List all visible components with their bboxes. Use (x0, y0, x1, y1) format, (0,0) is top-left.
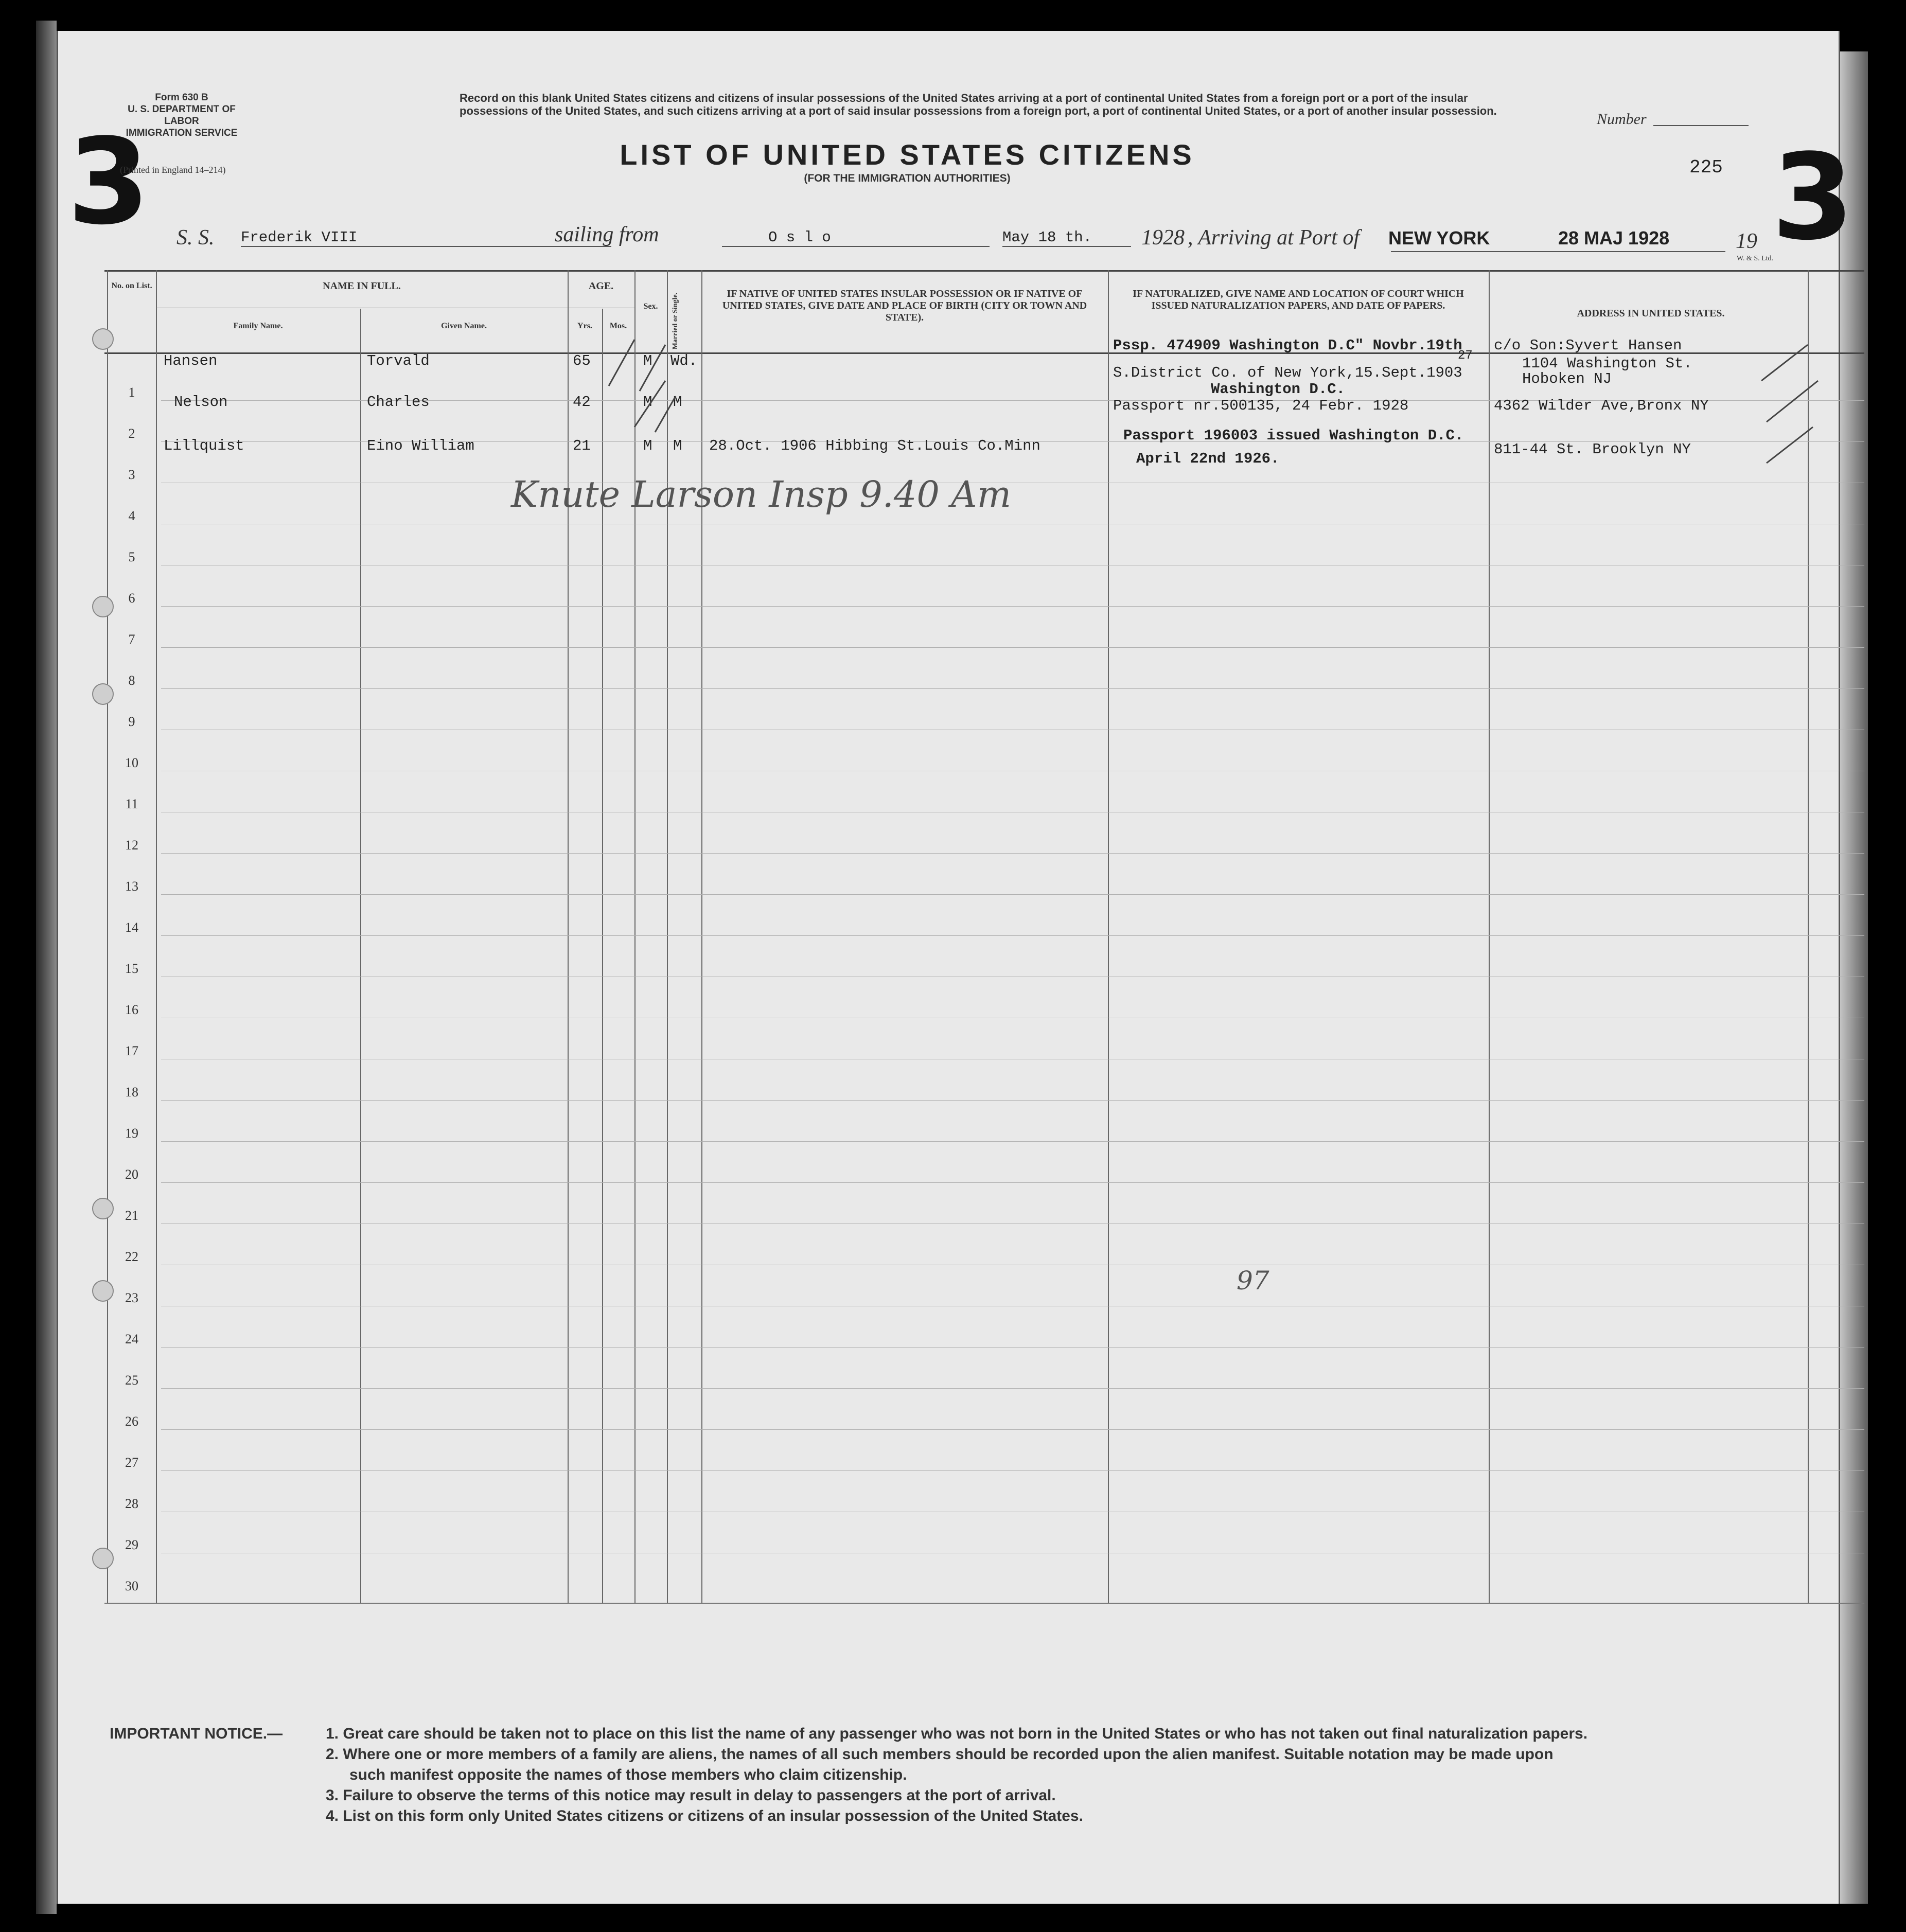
entry-3-naturalized-2: April 22nd 1926. (1136, 450, 1280, 467)
notice-label: IMPORTANT NOTICE.— (110, 1725, 283, 1742)
row-rule (161, 935, 1864, 936)
row-number: 16 (125, 1002, 138, 1017)
row-rule (161, 853, 1864, 854)
row-rule (161, 1388, 1864, 1389)
header-sex: Sex. (643, 302, 658, 311)
entry-1-naturalized-1: Pssp. 474909 Washington D.C" Novbr.19th (1113, 337, 1462, 354)
entry-1-family: Hansen (164, 352, 218, 369)
form-number: Form 630 B (155, 92, 208, 103)
printed-in-note: (Printed in England 14–214) (120, 165, 226, 175)
header-name-in-full: NAME IN FULL. (323, 280, 401, 292)
entry-2-family: Nelson (174, 394, 228, 411)
sailing-from-label: sailing from (555, 223, 659, 246)
document-sheet (57, 31, 1855, 1904)
header-no-on-list: No. on List. (111, 281, 152, 290)
row-number: 18 (125, 1085, 138, 1100)
row-number: 22 (125, 1249, 138, 1264)
row-number: 11 (125, 796, 138, 811)
row-rule (161, 1429, 1864, 1430)
sheet-number-right: 3 (1772, 129, 1855, 267)
row-rule (161, 606, 1864, 607)
number-underline (1653, 125, 1749, 126)
row-number: 23 (125, 1290, 138, 1305)
row-number: 9 (128, 714, 135, 729)
form-subtitle: (FOR THE IMMIGRATION AUTHORITIES) (804, 172, 1011, 184)
row-number: 5 (128, 550, 135, 564)
entry-1-address-3: Hoboken NJ (1522, 370, 1612, 387)
entry-1-age: 65 (573, 352, 591, 369)
entry-1-address-1: c/o Son:Syvert Hansen (1494, 337, 1682, 354)
col-line-2 (360, 309, 361, 1603)
row-number: 3 (128, 467, 135, 482)
entry-3-birth: 28.Oct. 1906 Hibbing St.Louis Co.Minn (709, 437, 1040, 454)
row-rule (161, 1100, 1864, 1101)
col-line-8 (1108, 270, 1109, 1603)
col-line-9 (1489, 270, 1490, 1603)
table-top-rule (104, 270, 1864, 272)
entry-2-naturalized-1: Washington D.C. (1211, 381, 1346, 398)
row-number: 20 (125, 1167, 138, 1182)
row-number: 10 (125, 755, 138, 770)
entry-1-naturalized-note: 27 (1458, 349, 1473, 363)
entry-3-sex: M (643, 437, 652, 454)
row-number: 30 (125, 1579, 138, 1593)
table-bottom-rule (104, 1603, 1864, 1604)
entry-3-family: Lillquist (164, 437, 244, 454)
sheet-left-edge (36, 21, 57, 1914)
check-marks (604, 319, 707, 473)
row-number: 12 (125, 838, 138, 853)
port-from: O s l o (722, 229, 990, 247)
sheet-right-edge (1837, 51, 1868, 1904)
header-given-name: Given Name. (441, 322, 487, 330)
department-name: U. S. DEPARTMENT OF LABOR (128, 104, 236, 127)
sailing-year: 1928 (1141, 226, 1185, 250)
punch-hole (92, 328, 114, 350)
arrival-port: NEW YORK (1388, 227, 1490, 249)
entry-3-marital: M (673, 437, 682, 454)
punch-hole (92, 596, 114, 617)
row-number: 8 (128, 673, 135, 688)
entry-1-sex: M (643, 352, 652, 369)
row-number: 14 (125, 920, 138, 935)
row-number: 6 (128, 591, 135, 606)
printer-mark: W. & S. Ltd. (1737, 255, 1774, 262)
row-number: 13 (125, 879, 138, 894)
row-rule (161, 1347, 1864, 1348)
punch-hole (92, 1548, 114, 1569)
entry-2-address-1: 4362 Wilder Ave,Bronx NY (1494, 397, 1709, 414)
row-number: 28 (125, 1496, 138, 1511)
row-rule (161, 1182, 1864, 1183)
entry-3-address-1: 811-44 St. Brooklyn NY (1494, 441, 1691, 458)
entry-2-naturalized-2: Passport nr.500135, 24 Febr. 1928 (1113, 397, 1409, 414)
col-line-1 (156, 270, 157, 1603)
header-mos: Mos. (609, 322, 627, 330)
entry-2-sex: M (643, 394, 652, 411)
entry-2-given: Charles (367, 394, 430, 411)
ship-name: Frederik VIII (241, 229, 611, 247)
year-suffix: 19 (1736, 229, 1757, 253)
header-naturalized: IF NATURALIZED, GIVE NAME AND LOCATION OF COURT WHICH ISSUED NATURALIZATION PAPERS, AND DATE OF PAPERS. (1133, 288, 1464, 311)
row-number: 2 (128, 426, 135, 441)
row-number: 4 (128, 508, 135, 523)
punch-hole (92, 1198, 114, 1219)
header-family-name: Family Name. (233, 322, 283, 330)
entry-3-age: 21 (573, 437, 591, 454)
header-married-single: Married or Single. (672, 292, 679, 350)
sailing-date: May 18 th. (1002, 229, 1131, 247)
entry-3-naturalized-1: Passport 196003 issued Washington D.C. (1123, 427, 1464, 444)
sheet-number-left: 3 (67, 114, 150, 251)
entry-2-age: 42 (573, 394, 591, 411)
row-rule (161, 1470, 1864, 1471)
punch-hole (92, 683, 114, 705)
number-label: Number (1597, 111, 1647, 128)
entry-1-given: Torvald (367, 352, 430, 369)
service-name: IMMIGRATION SERVICE (126, 128, 238, 138)
row-number: 17 (125, 1043, 138, 1058)
number-field (1597, 111, 1751, 128)
row-number: 7 (128, 632, 135, 647)
row-number: 25 (125, 1373, 138, 1388)
handwritten-inspector-note: Knute Larson Insp 9.40 Am (511, 473, 1012, 516)
header-yrs: Yrs. (577, 322, 592, 330)
address-check-marks (1751, 334, 1833, 473)
row-number: 27 (125, 1455, 138, 1470)
punch-hole (92, 1280, 114, 1302)
row-rule (161, 647, 1864, 648)
notice-item-1: 1. Great care should be taken not to place on this list the name of any passenger who was not born in the United States or who has not taken out final naturalization papers. (326, 1725, 1588, 1742)
arrival-port-underline (1391, 251, 1725, 252)
row-rule (161, 894, 1864, 895)
arriving-label: , Arriving at Port of (1188, 226, 1360, 250)
form-title: LIST OF UNITED STATES CITIZENS (620, 138, 1195, 171)
entry-2-marital: M (673, 394, 682, 411)
row-number: 21 (125, 1208, 138, 1223)
row-number: 29 (125, 1537, 138, 1552)
notice-item-3: 3. Failure to observe the terms of this notice may result in delay to passengers at the port of arrival. (326, 1787, 1056, 1804)
row-number: 24 (125, 1332, 138, 1346)
notice-item-2-cont: such manifest opposite the names of those members who claim citizenship. (349, 1766, 907, 1783)
form-id-block (115, 92, 249, 139)
row-number: 15 (125, 961, 138, 976)
row-number: 26 (125, 1414, 138, 1429)
header-native: IF NATIVE OF UNITED STATES INSULAR POSSESSION OR IF NATIVE OF UNITED STATES, GIVE DATE AND PLACE OF BIRTH (CITY OR TOWN AND STATE). (722, 288, 1087, 323)
col-line-3 (568, 270, 569, 1603)
header-age: AGE. (588, 280, 614, 292)
entry-1-marital: Wd. (670, 352, 698, 369)
page-number: 225 (1689, 157, 1723, 178)
form-instructions: Record on this blank United States citizens and citizens of insular possessions of the United States arriving at a port of continental United States from a foreign port or a port of the insular possessions of the United States, and such citizens arriving at a port of said insular possessions from a foreign port, a port of continental United States, or a port of another insular possession. (460, 92, 1497, 117)
entry-1-address-2: 1104 Washington St. (1522, 355, 1692, 372)
row-number: 19 (125, 1126, 138, 1141)
col-line-0 (107, 270, 108, 1603)
margin-note: 97 (1237, 1266, 1269, 1296)
header-address: ADDRESS IN UNITED STATES. (1577, 308, 1725, 319)
notice-item-2: 2. Where one or more members of a family are aliens, the names of all such members should be recorded upon the alien manifest. Suitable notation may be made upon (326, 1746, 1554, 1763)
row-number: 1 (128, 385, 135, 400)
notice-item-4: 4. List on this form only United States citizens or citizens of an insular possession of the United States. (326, 1807, 1083, 1824)
ss-label: S. S. (177, 226, 215, 250)
row-rule (161, 688, 1864, 689)
entry-1-naturalized-2: S.District Co. of New York,15.Sept.1903 (1113, 364, 1462, 381)
row-rule (161, 1141, 1864, 1142)
entry-3-given: Eino William (367, 437, 474, 454)
arrival-date-stamp: 28 MAJ 1928 (1558, 227, 1670, 249)
